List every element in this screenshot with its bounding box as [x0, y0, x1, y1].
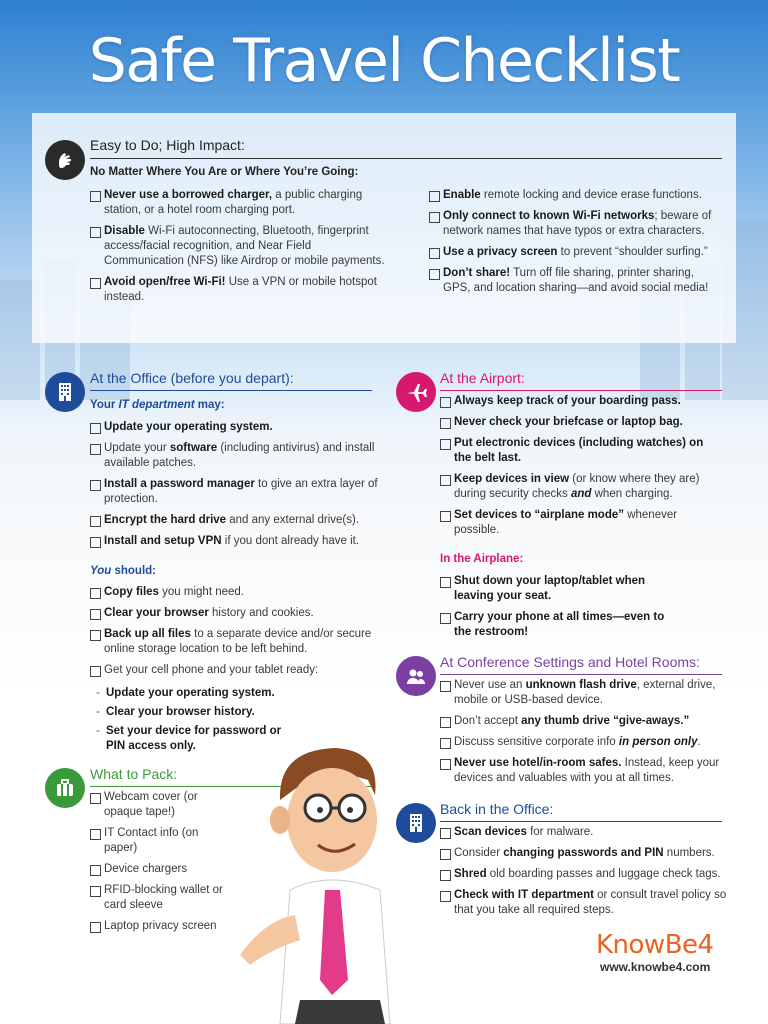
knowbe4-logo: KnowBe4 [596, 930, 714, 960]
building-icon [45, 372, 85, 412]
back-heading: Back in the Office: [440, 801, 554, 817]
list-item: Never use an unknown flash drive, external drive, mobile or USB-based device. [440, 678, 725, 708]
pack-list [90, 790, 230, 940]
conference-list [440, 678, 725, 792]
easy-rule [90, 158, 722, 159]
pack-heading: What to Pack: [90, 766, 178, 782]
back-rule [440, 821, 722, 822]
list-item: RFID-blocking wallet or card sleeve [90, 883, 230, 913]
list-item: Webcam cover (or opaque tape!) [90, 790, 230, 820]
conference-heading: At Conference Settings and Hotel Rooms: [440, 654, 700, 670]
list-item: Laptop privacy screen [90, 919, 230, 934]
list-item: Check with IT department or consult travel policy so that you take all required steps. [440, 888, 730, 918]
list-item: Update your software (including antivirus) and install available patches. [90, 441, 380, 471]
list-item: Encrypt the hard drive and any external drive(s). [90, 513, 380, 528]
businessman-illustration [240, 740, 410, 1024]
list-item: Only connect to known Wi-Fi networks; beware of network names that have typos or extra characters. [429, 209, 724, 239]
website-link[interactable]: www.knowbe4.com [600, 960, 711, 974]
airplane-list [440, 574, 680, 646]
list-item: Enable remote locking and device erase functions. [429, 188, 724, 203]
list-item: Never use hotel/in-room safes. Instead, keep your devices and valuables with you at all times. [440, 756, 725, 786]
list-item: Set devices to “airplane mode” whenever possible. [440, 508, 705, 538]
hand-icon [45, 140, 85, 180]
page-title: Safe Travel Checklist [88, 26, 680, 96]
easy-right-list [429, 188, 724, 302]
easy-subheading: No Matter Where You Are or Where You’re Going: [90, 166, 359, 178]
list-item: - Clear your browser history. [92, 705, 302, 720]
list-item: Shut down your laptop/tablet when leaving your seat. [440, 574, 680, 604]
office-subheading-you: You should: [90, 565, 157, 577]
list-item: Always keep track of your boarding pass. [440, 394, 705, 409]
list-item: Install a password manager to give an extra layer of protection. [90, 477, 380, 507]
list-item: Never use a borrowed charger, a public charging station, or a hotel room charging port. [90, 188, 390, 218]
airport-list [440, 394, 705, 544]
list-item: Disable Wi-Fi autoconnecting, Bluetooth, fingerprint access/facial recognition, and Near Field Communication (NFS) like Airdrop or mobile payments. [90, 224, 390, 269]
office-heading: At the Office (before you depart): [90, 370, 294, 386]
list-item: Carry your phone at all times—even to the restroom! [440, 610, 680, 640]
office-rule [90, 390, 372, 391]
list-item: Don’t accept any thumb drive “give-aways.” [440, 714, 725, 729]
list-item: - Set your device for password or PIN access only. [92, 724, 302, 754]
easy-heading: Easy to Do; High Impact: [90, 137, 245, 153]
list-item: Device chargers [90, 862, 230, 877]
luggage-icon [45, 768, 85, 808]
list-item: Install and setup VPN if you dont already have it. [90, 534, 380, 549]
list-item: Never check your briefcase or laptop bag. [440, 415, 705, 430]
list-item: Get your cell phone and your tablet ready: [90, 663, 380, 678]
airplane-subheading: In the Airplane: [440, 553, 524, 565]
list-item: Keep devices in view (or know where they are) during security checks and when charging. [440, 472, 705, 502]
list-item: Consider changing passwords and PIN numbers. [440, 846, 730, 861]
list-item: IT Contact info (on paper) [90, 826, 230, 856]
list-item: Discuss sensitive corporate info in person only. [440, 735, 725, 750]
office-you-list [90, 585, 380, 684]
office-it-list [90, 420, 380, 555]
people-icon [396, 656, 436, 696]
list-item: Put electronic devices (including watches) on the belt last. [440, 436, 705, 466]
airplane-icon [396, 372, 436, 412]
building-icon [396, 803, 436, 843]
list-item: Back up all files to a separate device and/or secure online storage location to be left behind. [90, 627, 380, 657]
list-item: Scan devices for malware. [440, 825, 730, 840]
conference-rule [440, 674, 722, 675]
office-subheading-it: Your IT department may: [90, 399, 225, 411]
list-item: Don’t share! Turn off file sharing, printer sharing, GPS, and location sharing—and avoid social media! [429, 266, 724, 296]
back-list [440, 825, 730, 924]
list-item: - Update your operating system. [92, 686, 302, 701]
list-item: Update your operating system. [90, 420, 380, 435]
list-item: Clear your browser history and cookies. [90, 606, 380, 621]
airport-heading: At the Airport: [440, 370, 525, 386]
easy-left-list [90, 188, 390, 311]
list-item: Copy files you might need. [90, 585, 380, 600]
list-item: Shred old boarding passes and luggage check tags. [440, 867, 730, 882]
list-item: Avoid open/free Wi-Fi! Use a VPN or mobile hotspot instead. [90, 275, 390, 305]
airport-rule [440, 390, 722, 391]
list-item: Use a privacy screen to prevent “shoulder surfing.” [429, 245, 724, 260]
